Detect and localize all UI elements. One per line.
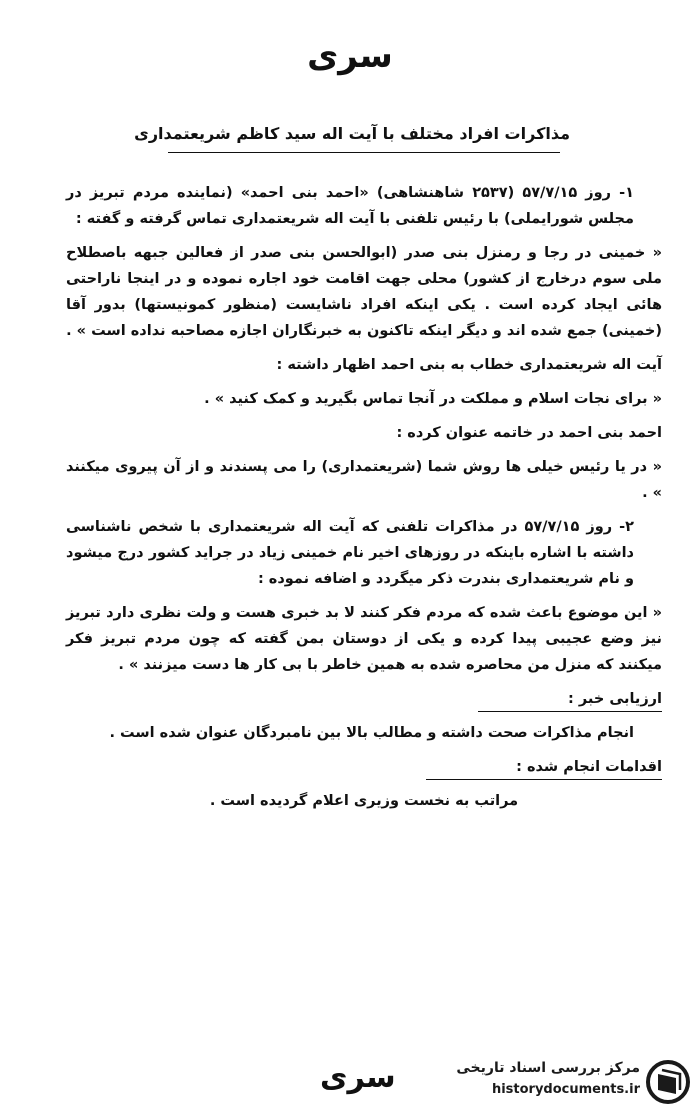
archive-watermark xyxy=(440,1058,690,1106)
archive-name: مرکز بررسی اسناد تاریخی xyxy=(456,1060,640,1076)
actions-text: مراتب به نخست وزیری اعلام گردیده است . xyxy=(209,793,519,809)
paragraph-7: ۲- روز ۵۷/۷/۱۵ در مذاکرات تلفنی که آیت اله شریعتمداری با شخص ناشناسی داشته با اشاره باینکه در روزهای اخیر نام خمینی زیاد در جراید کشور درج میشود و نام شریعتمداری بندرت ذکر میگردد و اضافه نموده : xyxy=(66,519,634,587)
evaluation-heading: ارزیابی خبر : xyxy=(478,687,662,712)
title-underline xyxy=(168,152,560,153)
paragraph-4: « برای نجات اسلام و مملکت در آنجا تماس بگیرید و کمک کنید » . xyxy=(204,391,662,407)
evaluation-text: انجام مذاکرات صحت داشته و مطالب بالا بین نامبردگان عنوان شده است . xyxy=(109,725,634,741)
archive-logo-icon xyxy=(646,1060,690,1104)
classification-stamp-top: سری xyxy=(307,36,393,76)
classification-stamp-bottom: سری xyxy=(320,1060,396,1095)
archive-url: historydocuments.ir xyxy=(491,1082,640,1097)
paragraph-5: احمد بنی احمد در خاتمه عنوان کرده : xyxy=(396,425,662,441)
document-title: مذاکرات افراد مختلف با آیت اله سید کاظم شریعتمداری xyxy=(134,124,570,143)
actions-heading: اقدامات انجام شده : xyxy=(426,755,662,780)
paragraph-8: « این موضوع باعث شده که مردم فکر کنند لا بد خبری هست و ولت نظری دارد تبریز نیز وضع عجیبی پیدا کرده و یکی از دوستان بمن گفته که چون مردم تبریز فکر میکنند که منزل من محاصره شده به همین خاطر با بی کار ها دست میزنند » . xyxy=(66,605,662,673)
paragraph-3: آیت اله شریعتمداری خطاب به بنی احمد اظهار داشته : xyxy=(276,357,662,373)
paragraph-6: « در یا رئیس خیلی ها روش شما (شریعتمداری) را می پسندند و از آن پیروی میکنند » . xyxy=(66,459,662,501)
paragraph-2: « خمینی در رجا و رمنزل بنی صدر (ابوالحسن بنی صدر از فعالین جبهه باصطلاح ملی سوم درخارج از کشور) محلی جهت اقامت خود اجاره نموده و در اینجا ناراحتی هائی ایجاد کرده است . یکی اینکه افراد ناشایست (منظور کمونیستها) بدور آقا (خمینی) جمع شده اند و دیگر اینکه تاکنون به خبرنگاران اجازه مصاحبه نداده است » . xyxy=(66,245,662,339)
document-body xyxy=(66,180,662,822)
paragraph-1: ۱- روز ۵۷/۷/۱۵ (۲۵۳۷ شاهنشاهی) «احمد بنی احمد» (نماینده مردم تبریز در مجلس شورایملی) با رئیس تلفنی با آیت اله شریعتمداری تماس گرفته و گفته : xyxy=(66,185,634,227)
